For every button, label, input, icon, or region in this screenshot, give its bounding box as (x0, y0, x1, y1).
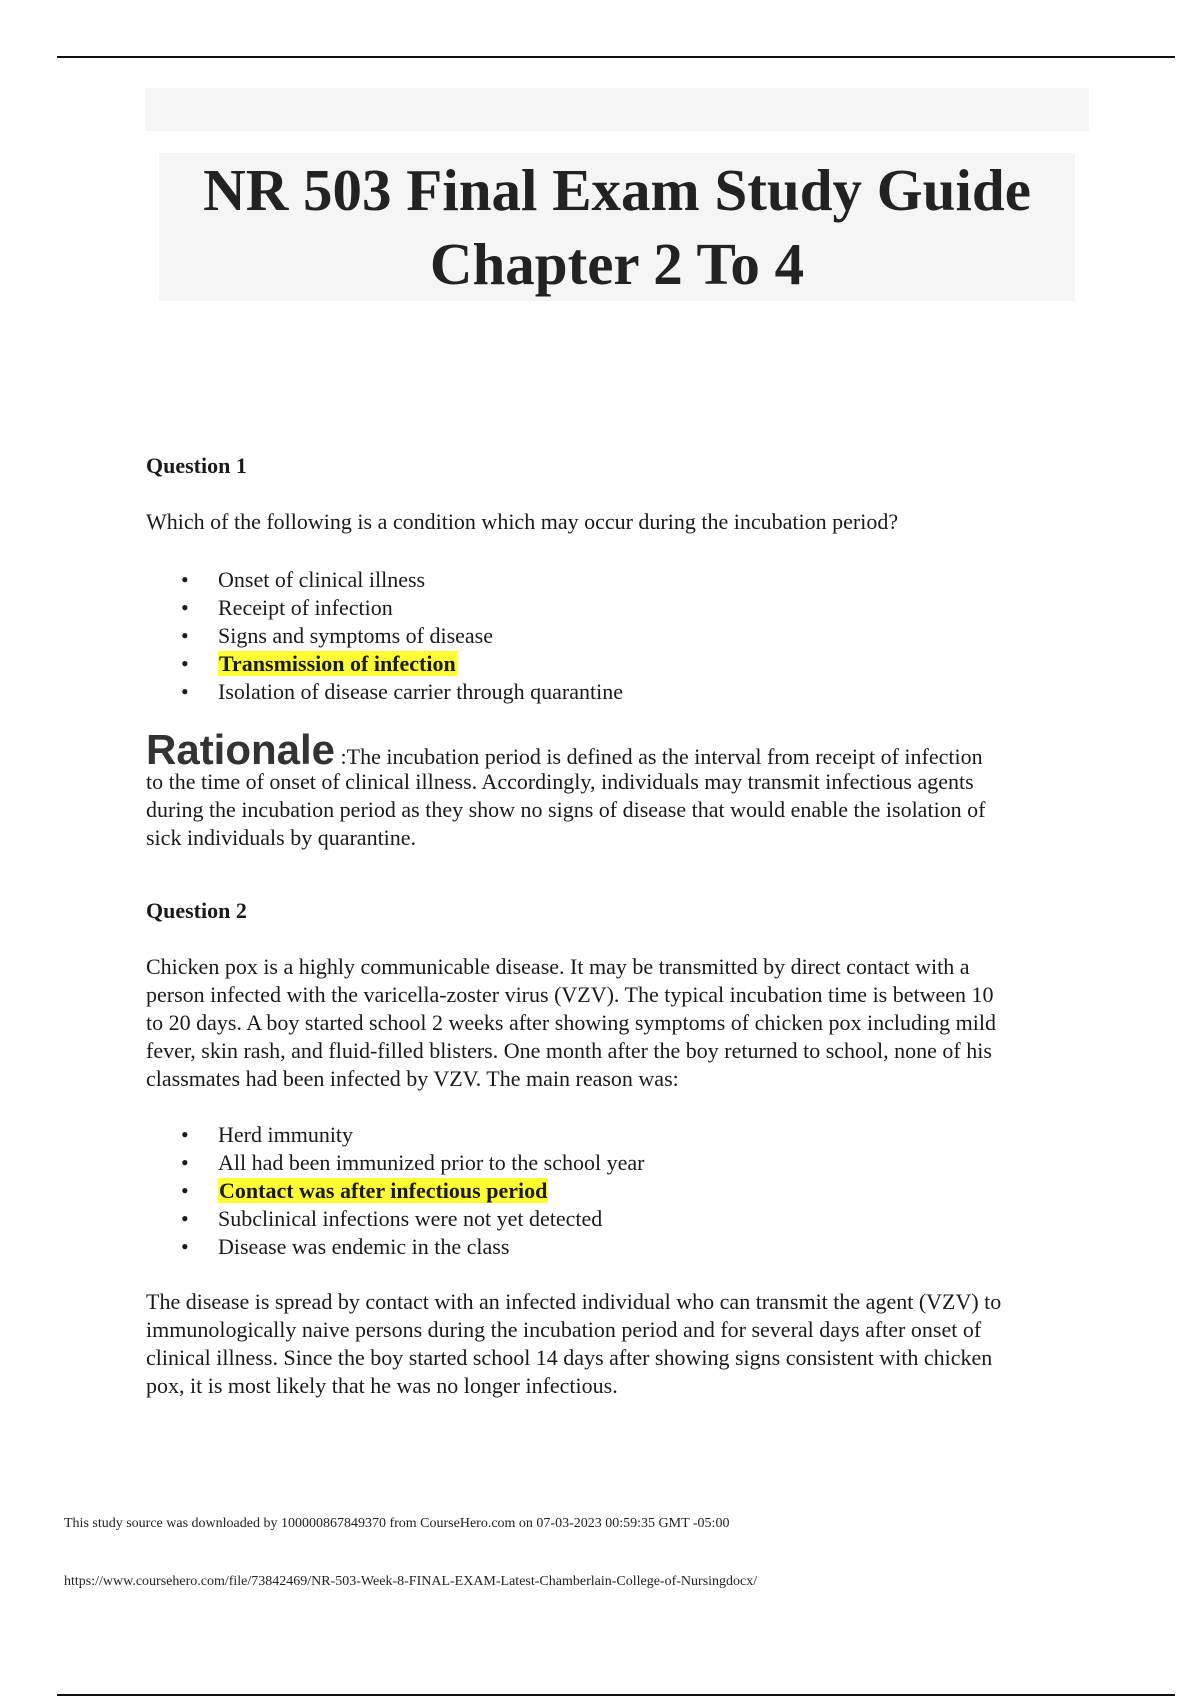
rationale-first-line (146, 726, 1086, 773)
option-item (146, 1205, 1086, 1233)
rationale-text-start: :The incubation period is defined as the interval from receipt of infection (335, 744, 983, 769)
option-item-correct (146, 1177, 1086, 1205)
option-label: Herd immunity (218, 1122, 354, 1147)
question-2-options (146, 1121, 1086, 1261)
option-label: Subclinical infections were not yet detected (218, 1206, 603, 1231)
option-label: Signs and symptoms of disease (218, 623, 493, 648)
bullet-icon: • (181, 1206, 189, 1231)
explanation-line: The disease is spread by contact with an infected individual who can transmit the agent (VZV) to (146, 1289, 1002, 1314)
explanation-line: pox, it is most likely that he was no longer infectious. (146, 1373, 618, 1398)
question-2-explanation (146, 1288, 1086, 1400)
option-item (146, 1233, 1086, 1261)
option-item (146, 678, 1086, 706)
bullet-icon: • (181, 1178, 189, 1203)
question-text-line: to 20 days. A boy started school 2 weeks after showing symptoms of chicken pox including mild (146, 1010, 996, 1035)
page-title-line-1: NR 503 Final Exam Study Guide (203, 157, 1031, 223)
bullet-icon: • (181, 1150, 189, 1175)
question-2-text (146, 953, 1086, 1093)
bullet-icon: • (181, 651, 189, 676)
bullet-icon: • (181, 1122, 189, 1147)
option-item (146, 1121, 1086, 1149)
correct-answer-highlight: Contact was after infectious period (219, 1178, 548, 1203)
question-1-heading: Question 1 (146, 453, 247, 478)
question-text-line: Chicken pox is a highly communicable disease. It may be transmitted by direct contact with a (146, 954, 970, 979)
bullet-icon: • (181, 567, 189, 592)
rationale-line: during the incubation period as they show no signs of disease that would enable the isolation of (146, 797, 986, 822)
option-label: Receipt of infection (218, 595, 393, 620)
option-item (146, 622, 1086, 650)
option-item (146, 594, 1086, 622)
header-bar (145, 88, 1089, 131)
source-notice: This study source was downloaded by 100000867849370 from CourseHero.com on 07-03-2023 00:59:35 GMT -05:00 (64, 1516, 730, 1531)
page-title-line-2: Chapter 2 To 4 (429, 231, 805, 297)
question-text-line: classmates had been infected by VZV. The main reason was: (146, 1066, 679, 1091)
question-1-text: Which of the following is a condition which may occur during the incubation period? (146, 509, 899, 534)
rationale-line: to the time of onset of clinical illness. Accordingly, individuals may transmit infectious agents (146, 769, 974, 794)
option-item (146, 566, 1086, 594)
bullet-icon: • (181, 1234, 189, 1259)
source-url: https://www.coursehero.com/file/73842469/NR-503-Week-8-FINAL-EXAM-Latest-Chamberlain-College-of-Nursingdocx/ (64, 1574, 758, 1589)
correct-answer-highlight: Transmission of infection (219, 651, 456, 676)
question-text-line: person infected with the varicella-zoster virus (VZV). The typical incubation time is between 10 (146, 982, 994, 1007)
rationale-block (146, 726, 1086, 852)
option-label: Onset of clinical illness (218, 567, 426, 592)
rationale-label: Rationale (146, 726, 336, 773)
question-text-line: fever, skin rash, and fluid-filled blisters. One month after the boy returned to school, none of his (146, 1038, 992, 1063)
explanation-line: clinical illness. Since the boy started school 14 days after showing signs consistent with chicken (146, 1345, 993, 1370)
option-label: Disease was endemic in the class (218, 1234, 510, 1259)
option-item-correct (146, 650, 1086, 678)
rationale-line: sick individuals by quarantine. (146, 825, 417, 850)
option-label: Isolation of disease carrier through quarantine (218, 679, 624, 704)
explanation-line: immunologically naive persons during the incubation period and for several days after onset of (146, 1317, 982, 1342)
option-label: All had been immunized prior to the school year (218, 1150, 645, 1175)
option-item (146, 1149, 1086, 1177)
question-2-heading: Question 2 (146, 898, 247, 923)
title-box (159, 153, 1075, 301)
question-1-options (146, 566, 1086, 706)
bullet-icon: • (181, 679, 189, 704)
bullet-icon: • (181, 623, 189, 648)
bottom-rule (57, 1694, 1175, 1696)
top-rule (57, 56, 1175, 58)
bullet-icon: • (181, 595, 189, 620)
